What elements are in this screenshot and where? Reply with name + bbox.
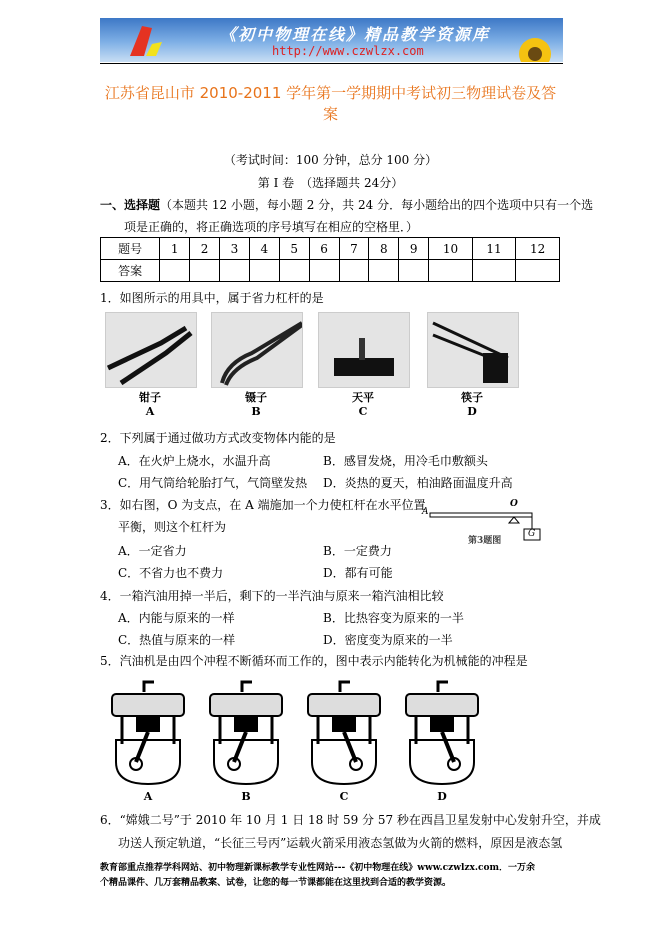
tool-photo-4 [427,312,519,388]
tool-name: 镊子 [245,391,267,404]
q4-option-b: B．比热容变为原来的一半 [323,611,464,625]
engine-diagram-icon [108,680,188,788]
answer-cell[interactable] [190,260,220,282]
banner-title: 《初中物理在线》精品教学资源库 [220,25,491,44]
section-heading: 一、选择题 [100,198,161,212]
footer-line-2: 个精品课件、几万套精品教案、试卷，让您的每一节课都能在这里找到合适的教学资源。 [100,878,452,888]
row-label: 答案 [101,260,160,282]
engine-letter: D [437,790,447,803]
tool-letter: A [145,405,155,418]
engine-diagram-icon [206,680,286,788]
q2-option-a: A．在火炉上烧水，水温升高 [118,454,271,468]
answer-cell[interactable] [516,260,560,282]
tool-photo-1 [105,312,197,388]
question-number: 8 [369,238,399,260]
question-number: 6 [309,238,339,260]
section-desc-cont: 项是正确的，将正确选项的序号填写在相应的空格里．） [124,220,419,234]
document-title-cont: 案 [322,105,338,123]
banner-url[interactable]: http://www.czwlzx.com [272,44,424,58]
answer-cell[interactable] [160,260,190,282]
engine-diagram-icon [402,680,482,788]
label-a: A [422,507,429,517]
answer-cell[interactable] [220,260,250,282]
q3-stem: 3．如右图，O 为支点，在 A 端施加一个力使杠杆在水平位置 [100,498,426,512]
question-number: 9 [399,238,429,260]
figure-caption: 第3题图 [468,536,502,546]
document-title: 江苏省昆山市 2010-2011 学年第一学期期中考试初三物理试卷及答 [104,84,557,102]
tool-name: 筷子 [461,391,483,404]
question-number: 1 [160,238,190,260]
question-number: 10 [429,238,473,260]
question-number: 5 [279,238,309,260]
tool-name: 钳子 [139,391,161,404]
answer-cell[interactable] [472,260,516,282]
q4-option-c: C．热值与原来的一样 [118,633,236,647]
engine-letter: A [143,790,153,803]
engine-stroke-figure [402,680,482,788]
question-number: 7 [339,238,369,260]
tool-image-icon [428,313,518,387]
engine-diagram-icon [304,680,384,788]
row-label: 题号 [101,238,160,260]
footer-line-1: 教育部重点推荐学科网站、初中物理新课标教学专业性网站---《初中物理在线》www.czwlzx.com．一万余 [100,863,536,873]
answer-cell[interactable] [399,260,429,282]
q6-stem: 6．“嫦娥二号”于 2010 年 10 月 1 日 18 时 59 分 57 秒在西昌卫星发射中心发射升空，并成 [100,813,601,827]
part-heading: 第 I 卷 （选择题共 24分） [257,176,404,190]
answer-cell[interactable] [309,260,339,282]
q2-option-c: C．用气筒给轮胎打气，气筒壁发热 [118,476,308,490]
q3-stem-cont: 平衡，则这个杠杆为 [118,520,227,534]
q4-option-d: D．密度变为原来的一半 [323,633,453,647]
question-number: 2 [190,238,220,260]
engine-stroke-figure [108,680,188,788]
q6-stem-cont: 功送人预定轨道，“长征三号丙”运载火箭采用液态氢做为火箭的燃料，原因是液态氢 [118,836,563,850]
tool-letter: B [251,405,261,418]
tool-image-icon [319,313,409,387]
engine-stroke-figure [206,680,286,788]
answer-table [100,237,560,282]
answer-cell[interactable] [339,260,369,282]
answer-cell[interactable] [249,260,279,282]
exam-info: （考试时间：100 分钟，总分 100 分） [223,153,438,167]
lever-figure [422,499,562,549]
section-intro [100,197,593,213]
divider [100,63,563,64]
q3-option-b: B．一定费力 [323,544,392,558]
question-number: 4 [249,238,279,260]
site-banner [100,18,563,62]
tool-image-icon [212,313,302,387]
tool-letter: D [467,405,477,418]
tool-image-icon [106,313,196,387]
q2-option-b: B．感冒发烧，用冷毛巾敷额头 [323,454,488,468]
q3-option-c: C．不省力也不费力 [118,566,224,580]
answer-cell[interactable] [279,260,309,282]
section-desc: （本题共 12 小题，每小题 2 分，共 24 分．每小题给出的四个选项中只有一个选 [160,198,594,212]
question-number: 3 [220,238,250,260]
engine-letter: B [241,790,251,803]
q4-option-a: A．内能与原来的一样 [118,611,235,625]
q4-stem: 4．一箱汽油用掉一半后，剩下的一半汽油与原来一箱汽油相比较 [100,589,444,603]
tool-photo-2 [211,312,303,388]
q2-stem: 2．下列属于通过做功方式改变物体内能的是 [100,431,336,445]
question-number: 12 [516,238,560,260]
tool-photo-3 [318,312,410,388]
engine-stroke-figure [304,680,384,788]
question-number: 11 [472,238,516,260]
label-o: O [510,499,518,509]
q5-stem: 5．汽油机是由四个冲程不断循环而工作的，图中表示内能转化为机械能的冲程是 [100,654,528,668]
tool-letter: C [358,405,368,418]
answer-cell[interactable] [369,260,399,282]
q2-option-d: D．炎热的夏天，柏油路面温度升高 [323,476,513,490]
label-g: G [528,529,536,539]
q1-stem: 1．如图所示的用具中，属于省力杠杆的是 [100,291,324,305]
q3-option-a: A．一定省力 [118,544,187,558]
q3-option-d: D．都有可能 [323,566,393,580]
engine-letter: C [339,790,349,803]
answer-cell[interactable] [429,260,473,282]
tool-name: 天平 [352,391,374,404]
